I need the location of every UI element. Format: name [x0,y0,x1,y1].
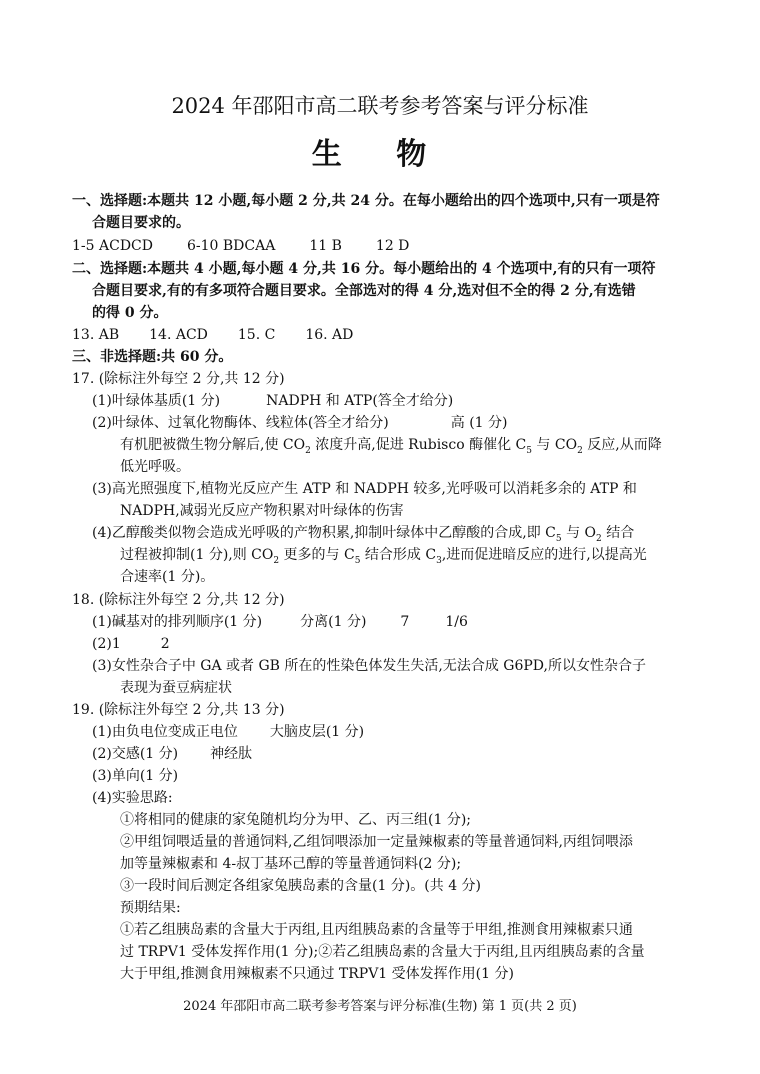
q18-part2 [92,634,170,654]
q19-part2-answer-b: 神经肽 [210,746,253,762]
q18-part2-answer-a: (2)1 [92,636,121,652]
q19-result-line1: ①若乙组胰岛素的含量大于丙组,且丙组胰岛素的含量等于甲组,推测食用辣椒素只通 [120,922,633,938]
subscript: 3 [436,555,442,566]
section1-instruction-line2: 合题目要求的。 [92,215,190,231]
answer-13: 13. AB [72,327,120,343]
text-segment: ,进而促进暗反应的进行,以提高光 [441,547,647,563]
q19-step2-line1: ②甲组饲喂适量的普通饲料,乙组饲喂添加一定量辣椒素的等量普通饲料,丙组饲喂添 [120,834,633,850]
q17-part2-answer-a: (2)叶绿体、过氧化物酶体、线粒体(答全才给分) [92,415,389,431]
section2-instruction-line2: 合题目要求,有的有多项符合题目要求。全部选对的得 4 分,选对但不全的得 2 分,有选错 [92,283,636,299]
subscript: 5 [526,445,532,456]
text-segment: (4)乙醇酸类似物会造成光呼吸的产物积累,抑制叶绿体中乙醇酸的合成,即 C [92,525,556,541]
text-segment: 结合 [601,525,635,541]
q18-part1 [92,612,468,632]
text-segment: 浓度升高,促进 Rubisco 酶催化 C [310,437,527,453]
text-segment: 过程被抑制(1 分),则 CO [120,547,274,563]
section3-heading: 三、非选择题:共 60 分。 [72,349,233,365]
answer-14: 14. ACD [149,327,208,343]
q17-heading: 17. (除标注外每空 2 分,共 12 分) [72,371,285,387]
answer-16: 16. AD [305,327,354,343]
q17-part1 [92,391,453,411]
answer-15: 15. C [237,327,276,343]
subscript: 2 [577,445,583,456]
subscript: 5 [555,533,562,544]
q18-part3-line2: 表现为蚕豆病症状 [120,680,232,696]
subscript: 2 [305,445,311,456]
q18-part1-answer-d: 1/6 [445,614,468,630]
q18-part1-answer-b: 分离(1 分) [300,614,367,630]
q18-part1-answer-c: 7 [400,614,410,630]
answer-6-10: 6-10 BDCAA [186,238,276,254]
q18-heading: 18. (除标注外每空 2 分,共 12 分) [72,592,285,608]
q19-part1 [92,722,364,742]
q19-result-line2: 过 TRPV1 受体发挥作用(1 分);②若乙组胰岛素的含量大于丙组,且丙组胰岛素的含量 [120,944,645,960]
q19-part4-heading: (4)实验思路: [92,790,173,806]
answer-12: 12 D [375,238,410,254]
q18-part3-line1: (3)女性杂合子中 GA 或者 GB 所在的性染色体发生失活,无法合成 G6PD,所以女性杂合子 [92,658,646,674]
q19-part1-answer-b: 大脑皮层(1 分) [269,724,365,740]
section1-instruction-line1: 一、选择题:本题共 12 小题,每小题 2 分,共 24 分。在每小题给出的四个选项中,只有一项是符 [72,193,660,209]
subject-title: 生 物 [311,137,449,172]
q17-part4-line2 [120,545,647,565]
section2-instruction-line1: 二、选择题:本题共 4 小题,每小题 4 分,共 16 分。每小题给出的 4 个选项中,有的只有一项符 [72,261,656,277]
subscript: 2 [596,533,602,544]
subscript: 5 [354,555,361,566]
q17-part2-explanation-line1 [120,435,662,455]
section2-answers [72,325,353,345]
q17-part2-explanation-line2: 低光呼吸。 [120,459,190,475]
q19-part2 [92,744,252,764]
text-segment: 更多的与 C [279,547,355,563]
q17-part4-line3: 合速率(1 分)。 [120,569,215,585]
section1-answers [72,236,409,256]
q18-part1-answer-a: (1)碱基对的排列顺序(1 分) [92,614,263,630]
q17-part2-answer-b: 高 (1 分) [450,415,508,431]
document-title: 2024 年邵阳市高二联考参考答案与评分标准 [171,94,589,118]
q17-part4-line1 [92,523,634,543]
text-segment: 有机肥被微生物分解后,使 CO [120,437,306,453]
text-segment: 与 CO [531,437,578,453]
subscript: 2 [273,555,280,566]
q19-step3: ③一段时间后测定各组家兔胰岛素的含量(1 分)。(共 4 分) [120,878,482,894]
q19-prediction-heading: 预期结果: [120,900,181,916]
answer-11: 11 B [309,238,342,254]
q19-part1-answer-a: (1)由负电位变成正电位 [92,724,238,740]
q17-part1-answer-b: NADPH 和 ATP(答全才给分) [266,393,454,409]
answer-1-5: 1-5 ACDCD [72,238,153,254]
q19-part2-answer-a: (2)交感(1 分) [92,746,179,762]
q17-part1-answer-a: (1)叶绿体基质(1 分) [92,393,221,409]
q19-part3: (3)单向(1 分) [92,768,179,784]
q17-part2 [92,413,508,433]
q19-result-line3: 大于甲组,推测食用辣椒素不只通过 TRPV1 受体发挥作用(1 分) [120,966,514,982]
text-segment: 反应,从而降 [582,437,662,453]
text-segment: 与 O [561,525,597,541]
q19-heading: 19. (除标注外每空 2 分,共 13 分) [72,702,285,718]
section2-instruction-line3: 的得 0 分。 [92,305,168,321]
text-segment: 结合形成 C [360,547,437,563]
q18-part2-answer-b: 2 [160,636,170,652]
q19-step2-line2: 加等量辣椒素和 4-叔丁基环己醇的等量普通饲料(2 分); [120,856,462,872]
q17-part3-line2: NADPH,减弱光反应产物积累对叶绿体的伤害 [120,503,404,519]
q17-part3-line1: (3)高光照强度下,植物光反应产生 ATP 和 NADPH 较多,光呼吸可以消耗多余的 ATP 和 [92,481,637,497]
page-footer: 2024 年邵阳市高二联考参考答案与评分标准(生物) 第 1 页(共 2 页) [183,999,577,1014]
q19-step1: ①将相同的健康的家兔随机均分为甲、乙、丙三组(1 分); [120,812,471,828]
